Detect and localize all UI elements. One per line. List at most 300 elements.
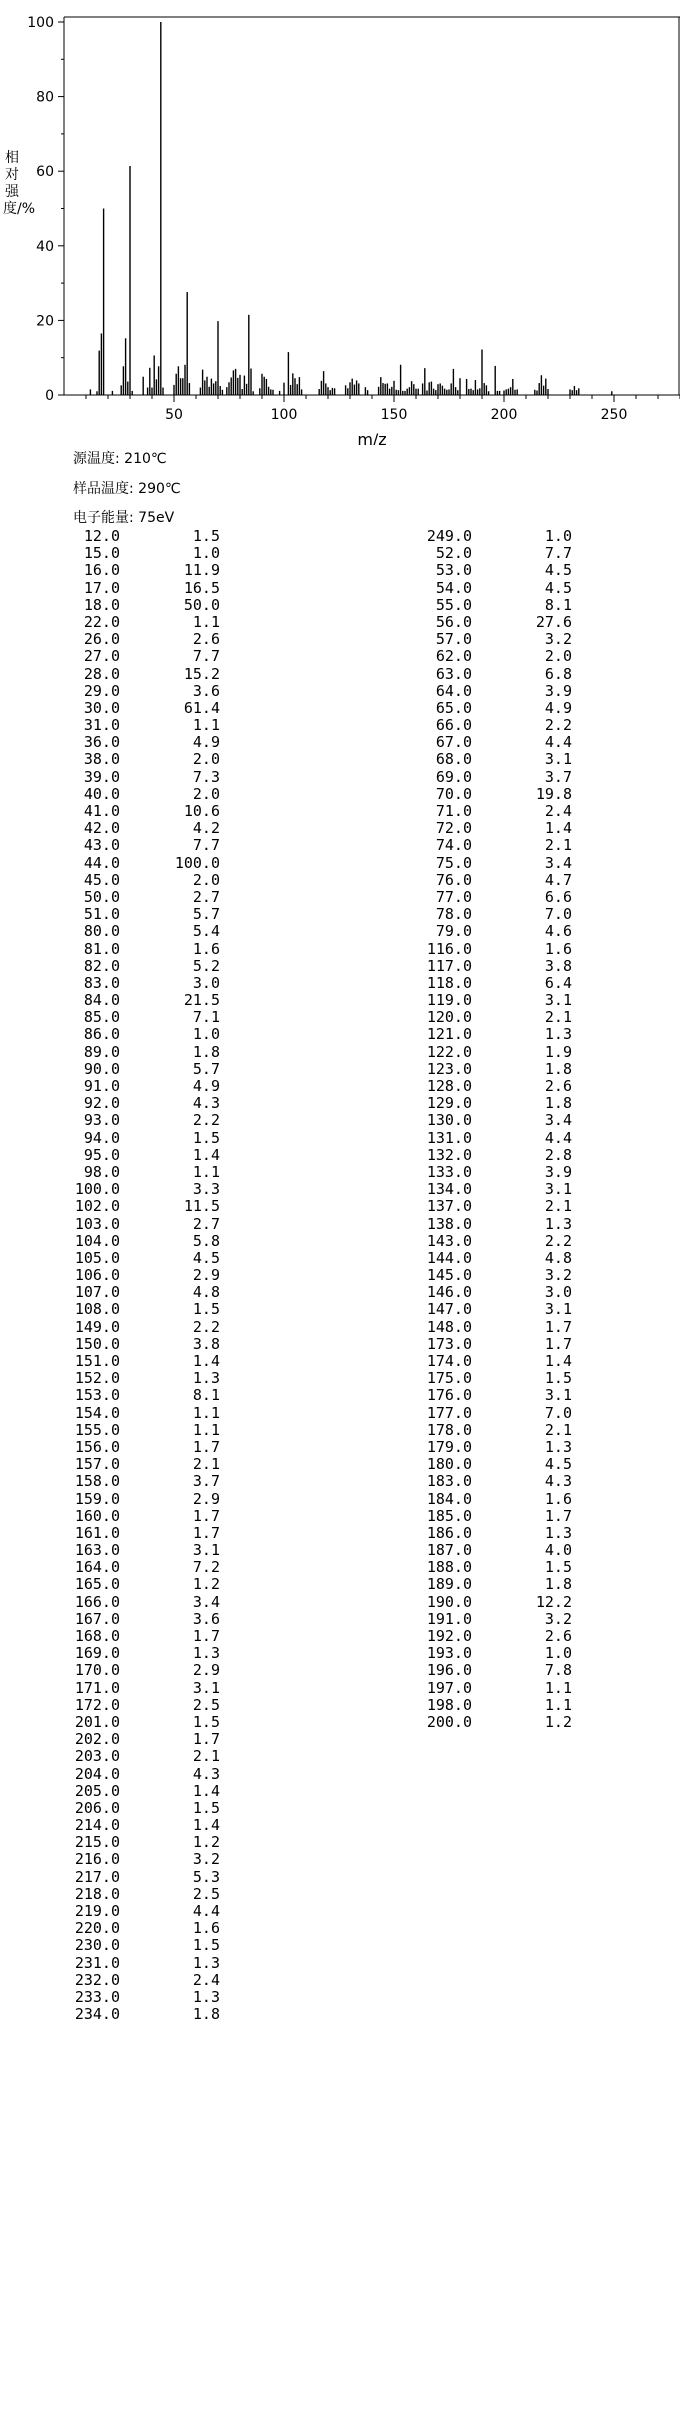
peak-mz: 78.0 [435,905,472,924]
peak-intensity: 6.8 [544,664,572,683]
peak-intensity: 7.7 [544,544,572,563]
peak-intensity: 4.6 [544,922,572,941]
peak-row [416,1044,572,1061]
peak-intensity: 27.6 [535,612,572,631]
peak-row [416,597,572,614]
peak-row [416,1026,572,1043]
peak-mz: 83.0 [83,973,120,992]
peak-mz: 106.0 [74,1266,120,1285]
peak-row [416,1508,572,1525]
peak-row [64,1405,220,1422]
peak-intensity: 1.8 [544,1575,572,1594]
peak-mz: 123.0 [426,1059,472,1078]
peak-intensity: 7.2 [192,1558,220,1577]
peak-row [64,683,220,700]
peak-mz: 169.0 [74,1644,120,1663]
peak-intensity: 4.4 [192,1902,220,1920]
peak-mz: 18.0 [83,595,120,614]
peak-mz: 214.0 [74,1816,120,1835]
peak-mz: 173.0 [426,1334,472,1353]
peak-row [64,717,220,734]
peak-row [64,889,220,906]
peak-mz: 176.0 [426,1386,472,1405]
peak-mz: 178.0 [426,1420,472,1439]
peak-intensity: 4.9 [192,1077,220,1095]
peak-mz: 122.0 [426,1042,472,1061]
peak-mz: 233.0 [74,1987,120,2006]
peak-mz: 220.0 [74,1919,120,1938]
peak-mz: 197.0 [426,1678,472,1697]
mass-spectrum-chart [0,0,680,445]
peak-mz: 202.0 [74,1730,120,1749]
peak-mz: 12.0 [83,527,120,545]
peak-row [64,786,220,803]
peak-mz: 54.0 [435,578,472,597]
peak-intensity: 1.4 [192,1145,220,1164]
peak-mz: 218.0 [74,1884,120,1903]
peak-row [416,1336,572,1353]
peak-row [64,545,220,562]
peak-intensity: 1.0 [544,527,572,545]
peak-mz: 161.0 [74,1523,120,1542]
peak-row [64,1422,220,1439]
peak-row [416,717,572,734]
peak-intensity: 2.4 [192,1970,220,1989]
peak-mz: 103.0 [74,1214,120,1233]
peak-row [64,1834,220,1851]
peak-mz: 190.0 [426,1592,472,1611]
peak-row [416,1473,572,1490]
peak-mz: 92.0 [83,1094,120,1113]
peak-row [64,837,220,854]
peak-row [416,666,572,683]
peak-row [64,1748,220,1765]
peak-mz: 188.0 [426,1558,472,1577]
peak-mz: 85.0 [83,1008,120,1027]
peak-intensity: 1.5 [192,1300,220,1319]
peak-intensity: 1.3 [544,1214,572,1233]
peak-row [416,1405,572,1422]
peak-intensity: 2.2 [192,1111,220,1130]
peak-intensity: 12.2 [535,1592,572,1611]
peak-row [416,1714,572,1731]
peak-intensity: 1.0 [192,1025,220,1044]
peak-mz: 66.0 [435,716,472,735]
peak-row [64,1937,220,1954]
peak-row [64,580,220,597]
peak-mz: 196.0 [426,1661,472,1680]
peak-mz: 16.0 [83,561,120,580]
peak-row [64,1800,220,1817]
peak-intensity: 3.1 [544,1386,572,1405]
peak-row [64,923,220,940]
peak-mz: 55.0 [435,595,472,614]
peak-row [64,1336,220,1353]
peak-row [64,597,220,614]
x-tick-label: 200 [490,407,518,423]
peak-intensity: 1.1 [192,716,220,735]
peak-intensity: 5.2 [192,956,220,975]
peak-intensity: 1.2 [192,1833,220,1852]
peak-mz: 107.0 [74,1283,120,1302]
peak-mz: 100.0 [74,1180,120,1199]
peak-mz: 128.0 [426,1077,472,1095]
peak-row [64,1714,220,1731]
peak-intensity: 7.7 [192,647,220,666]
peak-row [64,1439,220,1456]
peak-intensity: 2.7 [192,887,220,906]
peak-intensity: 2.9 [192,1489,220,1508]
peak-mz: 105.0 [74,1248,120,1267]
peak-row [416,1233,572,1250]
peak-intensity: 3.2 [192,1850,220,1869]
peak-row [416,1594,572,1611]
peak-row [416,889,572,906]
peak-row [64,1886,220,1903]
peak-row [64,1594,220,1611]
peak-mz: 120.0 [426,1008,472,1027]
peak-row [64,1473,220,1490]
peak-intensity: 1.7 [192,1523,220,1542]
peak-row [416,1319,572,1336]
peak-mz: 77.0 [435,887,472,906]
peak-mz: 157.0 [74,1455,120,1474]
peak-intensity: 4.5 [192,1248,220,1267]
peak-intensity: 8.1 [192,1386,220,1405]
peak-intensity: 3.2 [544,1266,572,1285]
peak-intensity: 61.4 [183,698,220,717]
peak-mz: 163.0 [74,1541,120,1560]
peak-intensity: 2.0 [192,870,220,889]
peak-intensity: 3.6 [192,1609,220,1628]
peak-mz: 71.0 [435,802,472,820]
peak-intensity: 4.5 [544,561,572,580]
peak-row [416,1112,572,1129]
peak-row [416,631,572,648]
peak-mz: 147.0 [426,1300,472,1319]
peak-mz: 200.0 [426,1712,472,1731]
electron-energy: 电子能量: 75eV [73,510,175,526]
peak-mz: 51.0 [83,905,120,924]
peak-intensity: 3.7 [192,1472,220,1491]
peak-table-left [64,528,220,2023]
peak-intensity: 1.3 [192,1644,220,1663]
peak-intensity: 1.0 [192,544,220,563]
peak-mz: 95.0 [83,1145,120,1164]
peak-intensity: 1.3 [192,1369,220,1388]
peak-intensity: 4.4 [544,1128,572,1147]
peak-intensity: 3.9 [544,681,572,700]
peak-intensity: 1.4 [192,1816,220,1835]
peak-mz: 172.0 [74,1695,120,1714]
peak-intensity: 2.5 [192,1695,220,1714]
peak-row [416,1662,572,1679]
peak-row [64,1628,220,1645]
peak-mz: 216.0 [74,1850,120,1869]
peak-row [64,803,220,820]
peak-intensity: 4.9 [544,698,572,717]
peak-intensity: 3.8 [192,1334,220,1353]
peak-intensity: 7.0 [544,905,572,924]
peak-intensity: 1.7 [192,1437,220,1456]
peak-row [416,1061,572,1078]
y-tick-label: 20 [36,313,54,330]
peak-mz: 167.0 [74,1609,120,1628]
peak-intensity: 1.6 [544,1489,572,1508]
peak-mz: 159.0 [74,1489,120,1508]
peak-mz: 64.0 [435,681,472,700]
peak-mz: 98.0 [83,1162,120,1181]
peak-intensity: 7.8 [544,1661,572,1680]
peak-intensity: 4.4 [544,733,572,752]
peak-intensity: 5.7 [192,905,220,924]
peak-intensity: 2.2 [544,716,572,735]
peak-mz: 219.0 [74,1902,120,1920]
peak-mz: 204.0 [74,1764,120,1783]
peak-intensity: 3.9 [544,1162,572,1181]
peak-mz: 44.0 [83,853,120,872]
peak-row [416,1697,572,1714]
peak-mz: 193.0 [426,1644,472,1663]
peak-row [64,1989,220,2006]
peak-row [64,1353,220,1370]
peak-row [416,614,572,631]
peak-intensity: 1.7 [192,1627,220,1645]
peak-row [64,1267,220,1284]
peak-mz: 57.0 [435,630,472,649]
peak-row [64,1181,220,1198]
peak-mz: 53.0 [435,561,472,580]
peak-row [64,1766,220,1783]
peak-intensity: 11.9 [183,561,220,580]
peak-intensity: 4.5 [544,1455,572,1474]
peak-intensity: 1.6 [192,1919,220,1938]
peak-row [416,1250,572,1267]
peak-row [64,1611,220,1628]
peak-mz: 15.0 [83,544,120,563]
peak-intensity: 2.1 [544,1420,572,1439]
peak-row [64,700,220,717]
peak-row [64,1216,220,1233]
peak-row [416,803,572,820]
peak-intensity: 1.5 [192,1798,220,1817]
peak-row [416,1542,572,1559]
peak-mz: 67.0 [435,733,472,752]
peak-row [64,1491,220,1508]
peak-mz: 74.0 [435,836,472,855]
peak-mz: 143.0 [426,1231,472,1250]
peak-intensity: 1.7 [192,1506,220,1525]
peak-mz: 31.0 [83,716,120,735]
peak-mz: 133.0 [426,1162,472,1181]
peak-intensity: 1.3 [544,1437,572,1456]
peak-row [416,700,572,717]
peak-intensity: 4.7 [544,870,572,889]
peak-row [416,872,572,889]
peak-row [64,1164,220,1181]
peak-row [64,1851,220,1868]
peak-intensity: 2.4 [544,802,572,820]
peak-row [416,562,572,579]
peak-intensity: 2.2 [544,1231,572,1250]
peak-intensity: 2.2 [192,1317,220,1336]
peak-intensity: 2.6 [544,1627,572,1645]
peak-intensity: 15.2 [183,664,220,683]
peak-row [416,1267,572,1284]
peak-intensity: 7.7 [192,836,220,855]
peak-intensity: 1.6 [544,939,572,958]
peak-intensity: 5.8 [192,1231,220,1250]
peak-mz: 117.0 [426,956,472,975]
y-axis-label: 相对强度/% [3,150,36,217]
peak-row [416,1130,572,1147]
peak-intensity: 3.1 [544,1300,572,1319]
peak-intensity: 7.3 [192,767,220,786]
y-tick-label: 40 [36,238,54,255]
peak-intensity: 4.8 [544,1248,572,1267]
peak-mz: 187.0 [426,1541,472,1560]
peak-mz: 104.0 [74,1231,120,1250]
peak-row [64,734,220,751]
peak-row [416,1525,572,1542]
peak-intensity: 3.1 [192,1678,220,1697]
peak-row [416,1370,572,1387]
peak-row [416,1353,572,1370]
peak-mz: 134.0 [426,1180,472,1199]
peak-intensity: 3.4 [544,1111,572,1130]
peak-mz: 63.0 [435,664,472,683]
peak-intensity: 1.3 [544,1523,572,1542]
peak-mz: 137.0 [426,1197,472,1216]
peak-row [64,1525,220,1542]
peak-intensity: 4.0 [544,1541,572,1560]
peak-mz: 170.0 [74,1661,120,1680]
peak-row [416,683,572,700]
peak-intensity: 1.3 [192,1953,220,1972]
peak-intensity: 4.8 [192,1283,220,1302]
peak-intensity: 1.9 [544,1042,572,1061]
peak-intensity: 2.1 [192,1747,220,1766]
peak-mz: 65.0 [435,698,472,717]
peak-intensity: 3.1 [192,1541,220,1560]
peak-intensity: 16.5 [183,578,220,597]
peak-mz: 129.0 [426,1094,472,1113]
peak-row [64,1095,220,1112]
peak-intensity: 1.1 [192,1403,220,1422]
peak-row [64,1198,220,1215]
peak-intensity: 3.4 [192,1592,220,1611]
peak-intensity: 8.1 [544,595,572,614]
peak-row [416,975,572,992]
peak-intensity: 2.9 [192,1661,220,1680]
peak-row [64,1370,220,1387]
peak-row [64,941,220,958]
peak-intensity: 1.1 [544,1695,572,1714]
peak-intensity: 2.1 [544,1197,572,1216]
peak-intensity: 1.4 [544,1352,572,1370]
peak-row [64,1559,220,1576]
peak-mz: 180.0 [426,1455,472,1474]
peak-row [64,1680,220,1697]
peak-intensity: 3.8 [544,956,572,975]
peak-mz: 28.0 [83,664,120,683]
peak-intensity: 2.6 [544,1077,572,1095]
peak-intensity: 2.7 [192,1214,220,1233]
peak-mz: 29.0 [83,681,120,700]
peak-row [64,1576,220,1593]
peak-intensity: 3.6 [192,681,220,700]
peak-row [64,1250,220,1267]
peak-mz: 70.0 [435,784,472,803]
peak-mz: 191.0 [426,1609,472,1628]
peak-row [64,1233,220,1250]
peak-intensity: 1.3 [192,1987,220,2006]
sample-temperature: 样品温度: 290℃ [73,481,181,497]
peak-row [64,1130,220,1147]
peak-mz: 22.0 [83,612,120,631]
peak-mz: 215.0 [74,1833,120,1852]
peak-row [416,837,572,854]
peak-row [64,631,220,648]
peak-row [64,992,220,1009]
peak-mz: 146.0 [426,1283,472,1302]
peak-mz: 175.0 [426,1369,472,1388]
peak-row [64,1387,220,1404]
peak-intensity: 1.7 [544,1506,572,1525]
peak-intensity: 1.5 [192,1936,220,1955]
peak-intensity: 6.4 [544,973,572,992]
peak-mz: 116.0 [426,939,472,958]
peak-row [64,1456,220,1473]
peak-intensity: 3.4 [544,853,572,872]
peak-row [64,769,220,786]
peak-mz: 27.0 [83,647,120,666]
y-tick-label: 0 [45,388,54,404]
peak-mz: 62.0 [435,647,472,666]
peak-intensity: 1.0 [544,1644,572,1663]
peak-mz: 68.0 [435,750,472,769]
peak-intensity: 3.1 [544,991,572,1010]
peak-intensity: 19.8 [535,784,572,803]
peak-mz: 80.0 [83,922,120,941]
peak-mz: 40.0 [83,784,120,803]
peak-row [416,1439,572,1456]
peak-mz: 102.0 [74,1197,120,1216]
peak-intensity: 2.1 [192,1455,220,1474]
peak-row [416,1164,572,1181]
peak-mz: 17.0 [83,578,120,597]
peak-mz: 217.0 [74,1867,120,1886]
peak-mz: 118.0 [426,973,472,992]
peak-mz: 132.0 [426,1145,472,1164]
peak-mz: 144.0 [426,1248,472,1267]
peak-row [416,580,572,597]
peak-mz: 155.0 [74,1420,120,1439]
peak-row [64,1508,220,1525]
peak-mz: 86.0 [83,1025,120,1044]
peak-row [416,1301,572,1318]
peak-intensity: 5.4 [192,922,220,941]
peak-row [64,1301,220,1318]
peak-row [416,1680,572,1697]
peak-intensity: 7.0 [544,1403,572,1422]
peak-row [64,1697,220,1714]
peak-intensity: 4.3 [192,1764,220,1783]
peak-row [416,923,572,940]
peak-mz: 168.0 [74,1627,120,1645]
peak-intensity: 2.6 [192,630,220,649]
peak-row [64,820,220,837]
